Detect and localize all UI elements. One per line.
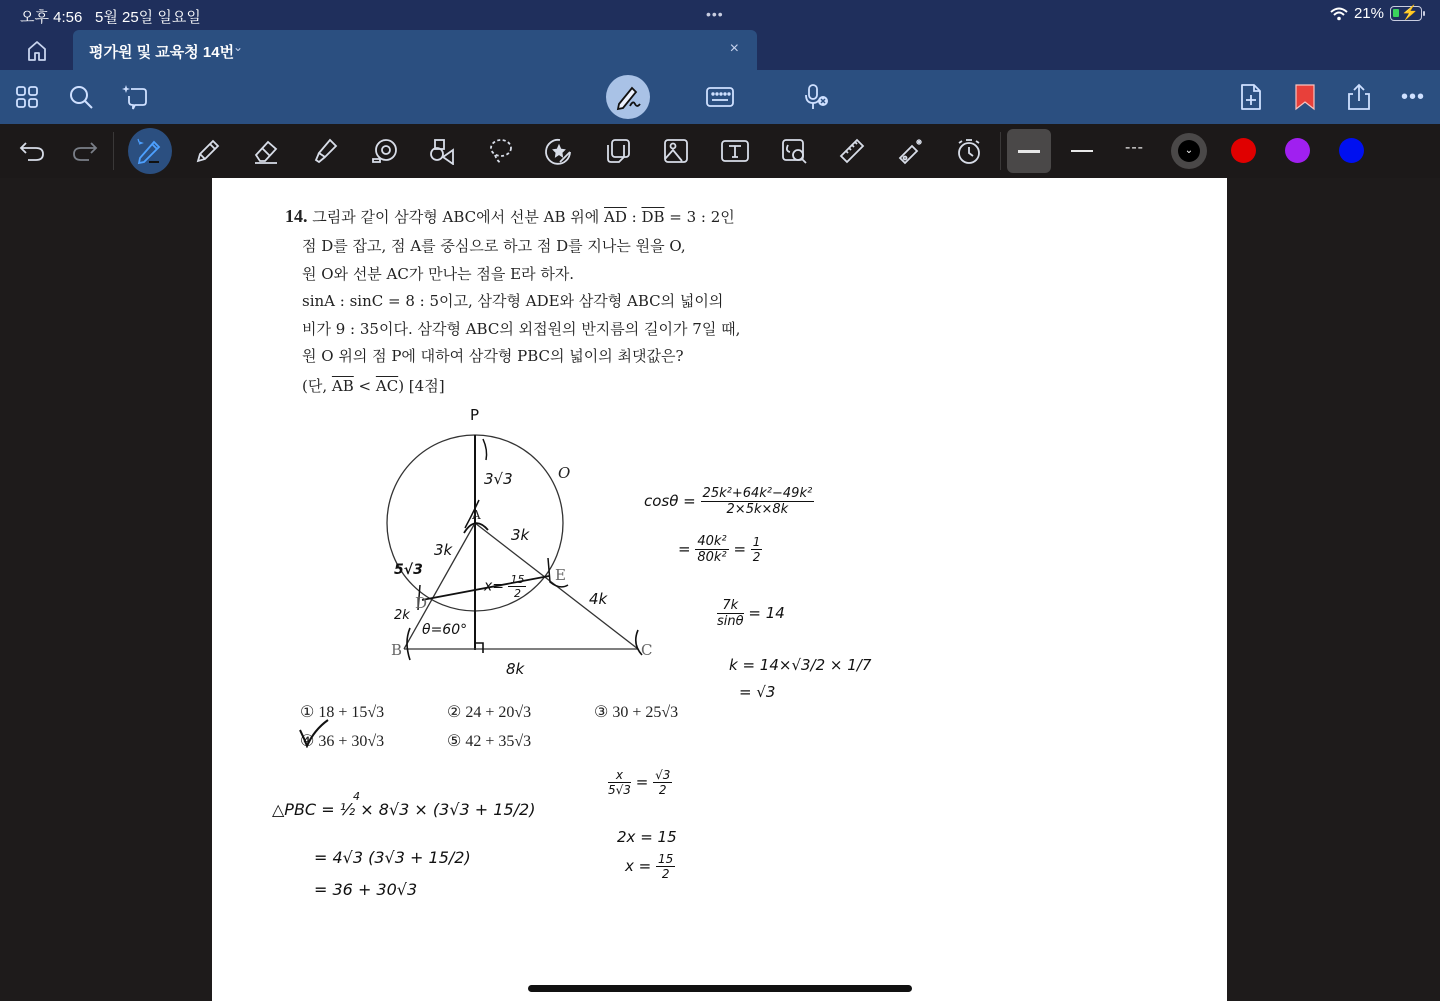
close-tab-button[interactable]: × — [729, 40, 739, 57]
text-box-icon[interactable] — [720, 136, 750, 166]
choice-4[interactable]: ④ 36 + 30√3 — [300, 733, 385, 750]
grid-icon[interactable] — [12, 82, 42, 112]
area-cancel-mark: 4 — [353, 790, 360, 803]
label-theta: θ=60° — [422, 622, 468, 638]
pen-mode-icon — [613, 82, 643, 112]
problem-line-6: 원 O 위의 점 P에 대하여 삼각형 PBC의 넓이의 최댓값은? — [302, 347, 684, 365]
x-result: x = $\frac{15}{2}$ — [625, 852, 674, 881]
home-icon[interactable] — [24, 38, 50, 64]
problem-line-5: 비가 9 : 35이다. 삼각형 ABC의 외접원의 반지름의 길이가 7일 때, — [302, 320, 741, 338]
sine-law: $\frac{7k}{\sin\theta}$ = 14 — [717, 598, 785, 629]
laser-pointer-icon[interactable] — [896, 136, 926, 166]
label-bc: 8k — [506, 660, 525, 678]
fountain-pen-icon[interactable] — [135, 136, 165, 166]
highlighter-icon[interactable] — [310, 136, 340, 166]
document-page[interactable] — [212, 178, 1227, 1001]
choice-1[interactable]: ① 18 + 15√3 — [300, 704, 385, 721]
color-swatch-purple[interactable] — [1285, 138, 1310, 163]
area-calc-line-3: = 36 + 30√3 — [314, 880, 418, 899]
status-date: 5월 25일 일요일 — [95, 9, 201, 26]
cos-theta-result: = $\frac{\text{40k²}}{\text{80k²}}$ = $\frac{1}{2}$ — [678, 534, 761, 565]
main-toolbar — [0, 70, 1440, 124]
image-icon[interactable] — [661, 136, 691, 166]
tape-icon[interactable] — [369, 136, 399, 166]
undo-icon[interactable] — [17, 136, 47, 166]
label-de: x= $\frac{15}{2}$ — [484, 573, 525, 600]
point-label-d: D — [415, 594, 428, 612]
ai-chat-icon[interactable] — [120, 82, 150, 112]
area-calc-line-1: △PBC = ½ × 8√3 × (3√3 + 15/2) — [272, 800, 536, 819]
problem-number: 14. — [285, 206, 308, 226]
lasso-icon[interactable] — [486, 136, 516, 166]
point-label-a: A — [472, 508, 481, 522]
status-time: 오후 4:56 — [20, 9, 83, 26]
search-icon[interactable] — [66, 82, 96, 112]
chevron-down-icon[interactable]: ⌄ — [233, 40, 244, 54]
choice-3[interactable]: ③ 30 + 25√3 — [594, 704, 679, 721]
problem-line-1: 14. 그림과 같이 삼각형 ABC에서 선분 AB 위에 $\overline{AD}$ : $\overline{DB} = 3$ : 2인 — [285, 206, 735, 226]
keyboard-icon[interactable] — [705, 82, 735, 112]
problem-line-2: 점 D를 잡고, 점 A를 중심으로 하고 점 D를 지나는 원을 O, — [302, 237, 686, 255]
chevron-down-icon: ⌄ — [1178, 140, 1200, 162]
choice-2[interactable]: ② 24 + 20√3 — [447, 704, 532, 721]
share-icon[interactable] — [1344, 82, 1374, 112]
eraser-icon[interactable] — [251, 136, 281, 166]
cos-theta-formula: cosθ = $\frac{\text{25k²+64k²−49k²}}{2\times 5k\times 8k}$ — [644, 486, 813, 517]
zoom-window-icon[interactable] — [779, 136, 809, 166]
battery-charging-icon: ⚡ — [1390, 6, 1422, 21]
redo-icon[interactable] — [70, 136, 100, 166]
label-ec: 4k — [589, 590, 608, 608]
color-swatch-black[interactable] — [1171, 133, 1207, 169]
tab-bar — [0, 30, 1440, 70]
two-x-equation: 2x = 15 — [617, 828, 677, 846]
label-bd-value: 5√3 — [394, 562, 423, 578]
problem-line-4: sinA : sinC = 8 : 5이고, 삼각형 ADE와 삼각형 ABC의 넓이의 — [302, 292, 724, 310]
label-pa: 3√3 — [484, 470, 513, 488]
k-result: = √3 — [739, 683, 776, 701]
pencil-icon[interactable] — [193, 136, 223, 166]
bookmark-icon[interactable] — [1290, 82, 1320, 112]
wifi-icon — [1330, 7, 1348, 21]
elements-icon[interactable] — [603, 136, 633, 166]
pen-mode-button[interactable] — [606, 75, 650, 119]
document-tab[interactable] — [73, 30, 757, 70]
x-ratio: $\frac{x}{5√3}$ = $\frac{√3}{2}$ — [608, 768, 671, 797]
solid-thick-line-icon — [1018, 150, 1040, 153]
circle-label-o: O — [558, 464, 571, 482]
line-style-thin[interactable] — [1071, 150, 1093, 152]
document-title[interactable]: 평가원 및 교육청 14번 — [89, 44, 235, 61]
more-icon[interactable]: ••• — [1400, 85, 1425, 108]
point-label-b: B — [391, 641, 403, 659]
color-swatch-red[interactable] — [1231, 138, 1256, 163]
home-indicator[interactable] — [528, 985, 912, 992]
multitasking-dots[interactable]: ••• — [706, 6, 724, 22]
point-label-e: E — [555, 566, 566, 584]
geometry-diagram — [380, 400, 680, 690]
line-style-dashed[interactable]: --- — [1125, 139, 1144, 156]
checkmark-icon — [298, 718, 330, 748]
add-page-icon[interactable] — [1236, 82, 1266, 112]
ruler-icon[interactable] — [837, 136, 867, 166]
k-calculation: k = 14×√3/2 × 1/7 — [729, 656, 872, 674]
area-calc-line-2: = 4√3 (3√3 + 15/2) — [314, 848, 471, 867]
problem-line-7: (단, $\overline{AB} < \overline{AC}$) [4점] — [302, 377, 445, 395]
sticker-icon[interactable] — [544, 136, 574, 166]
timer-icon[interactable] — [954, 136, 984, 166]
problem-line-3: 원 O와 선분 AC가 만나는 점을 E라 하자. — [302, 265, 575, 283]
drawing-toolbar — [0, 124, 1440, 178]
status-bar — [0, 0, 1440, 30]
label-ad: 3k — [434, 541, 453, 559]
microphone-off-icon[interactable] — [802, 82, 832, 112]
shapes-icon[interactable] — [427, 136, 457, 166]
choice-5[interactable]: ⑤ 42 + 35√3 — [447, 733, 532, 750]
color-swatch-blue[interactable] — [1339, 138, 1364, 163]
battery-percent: 21% — [1353, 5, 1384, 22]
label-db: 2k — [394, 608, 410, 623]
point-label-p: P — [470, 406, 480, 424]
point-label-c: C — [641, 641, 653, 659]
label-ae: 3k — [511, 526, 530, 544]
